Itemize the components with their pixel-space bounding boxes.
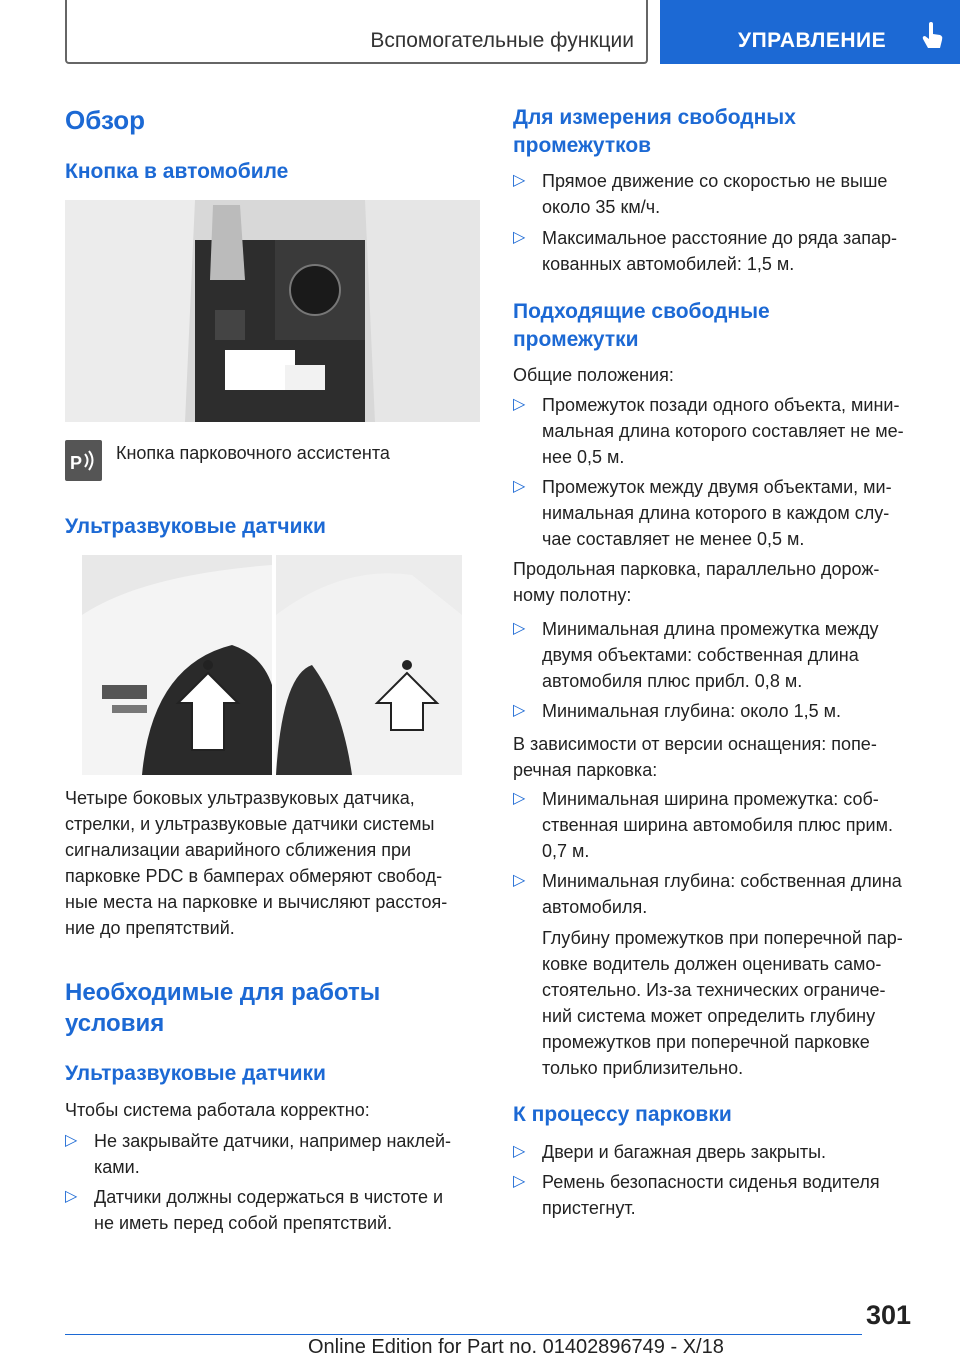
console-photo <box>65 200 480 422</box>
bullet-triangle-icon: ▷ <box>513 702 526 719</box>
bullet-triangle-icon: ▷ <box>513 790 526 807</box>
bullet-triangle-icon: ▷ <box>65 1188 78 1205</box>
version-intro: В зависимости от версии оснащения: попе- речная парковка: <box>513 734 877 780</box>
svg-text:P: P <box>70 453 83 473</box>
header-section-tab <box>65 0 648 64</box>
heading-conditions: Необходимые для работы условия <box>65 979 381 1037</box>
header-chapter-tab <box>660 0 960 64</box>
heading-sensors: Ультразвуковые датчики <box>65 515 326 538</box>
chapter-title: УПРАВЛЕНИЕ <box>738 29 887 52</box>
bullet-triangle-icon: ▷ <box>513 478 526 495</box>
page-number: 301 <box>866 1300 912 1330</box>
park-assist-button-icon <box>65 440 102 481</box>
bullet-triangle-icon: ▷ <box>513 1143 526 1160</box>
footer-edition: Online Edition for Part no. 01402896749 - X/18 <box>308 1336 724 1358</box>
depth-note: Глубину промежутков при поперечной пар- ковке водитель должен оценивать само- стоятельно. Из-за технических ограниче- ний система может определить глубину промежутков при поперечной парковке только приблизительно. <box>542 928 903 1078</box>
heading-process: К процессу парковки <box>513 1103 732 1126</box>
heading-suitable: Подходящие свободные промежутки <box>513 300 770 351</box>
heading-overview: Обзор <box>65 105 145 135</box>
section-title: Вспомогательные функции <box>370 29 634 52</box>
bullet-triangle-icon: ▷ <box>513 1173 526 1190</box>
heading-sensors-2: Ультразвуковые датчики <box>65 1062 326 1085</box>
bullet-triangle-icon: ▷ <box>65 1132 78 1149</box>
parallel-intro: Продольная парковка, параллельно дорож- ному полотну: <box>513 559 880 605</box>
bullet-triangle-icon: ▷ <box>513 396 526 413</box>
button-caption: Кнопка парковочного ассистента <box>116 443 390 463</box>
bullet-triangle-icon: ▷ <box>513 620 526 637</box>
heading-measure: Для измерения свободных промежутков <box>513 106 796 157</box>
bullet-triangle-icon: ▷ <box>513 872 526 889</box>
sensors-photo <box>82 555 462 775</box>
general-intro: Общие положения: <box>513 365 674 385</box>
bullet-triangle-icon: ▷ <box>513 172 526 189</box>
conditions-intro: Чтобы система работала корректно: <box>65 1100 370 1120</box>
footer-divider <box>65 1334 862 1335</box>
hand-pointer-icon <box>922 22 944 50</box>
bullet-triangle-icon: ▷ <box>513 229 526 246</box>
sensors-description: Четыре боковых ультразвуковых датчика, стрелки, и ультразвуковые датчики системы сигнализации аварийного сближения при парковке PDC в бамперах обмеряют свобод- ные места на парковке и вычисляют расстоя- ние до препятствий. <box>65 788 448 938</box>
heading-button: Кнопка в автомобиле <box>65 160 289 183</box>
